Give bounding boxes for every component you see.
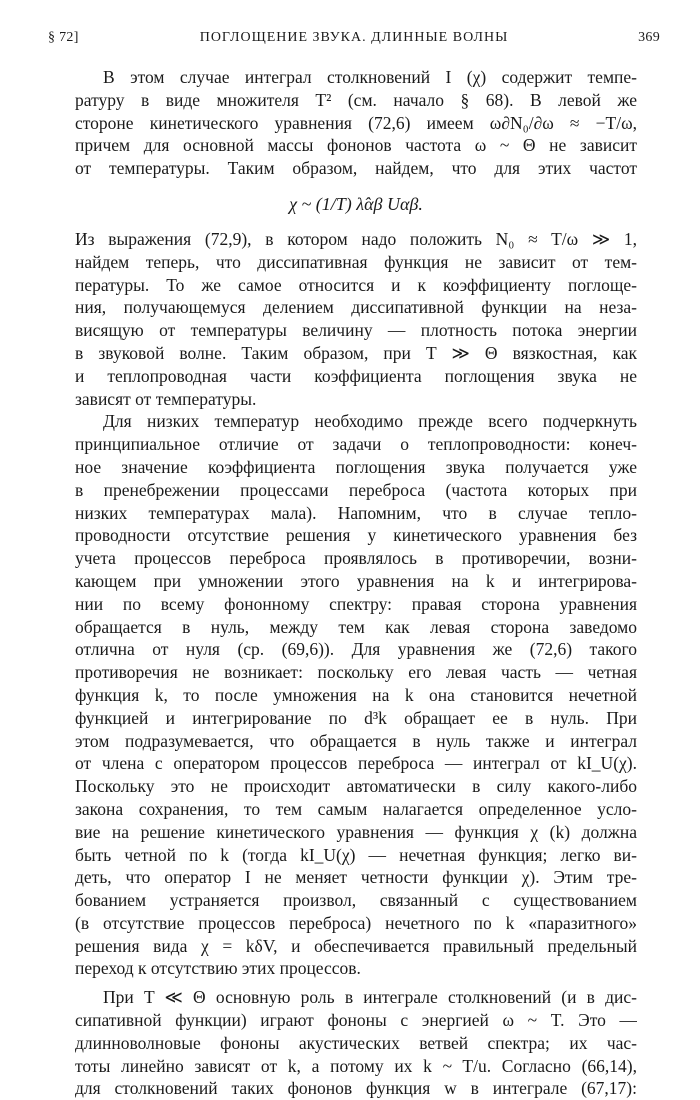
display-formula: χ ~ (1/T) λ̂αβ Uαβ. (289, 193, 423, 214)
text-line: Поскольку это не происходит автоматически в силу какого-либо (75, 776, 637, 797)
text-line: нии по всему фононному спектру: правая сторона уравнения (75, 593, 637, 614)
text-line: переход к отсутствию этих процессов. (75, 958, 361, 979)
text-line: деть, что оператор I не меняет четности функции χ). Этим тре- (75, 867, 637, 888)
text-line: принципиальное отличие от задачи о теплопроводности: конеч- (75, 434, 637, 455)
text-line: в пренебрежении процессами переброса (частота которых при (75, 479, 637, 500)
text-line: При T ≪ Θ основную роль в интеграле столкновений (и в дис- (103, 987, 637, 1008)
text-line: решения вида χ = kδV, и обеспечивается правильный предельный (75, 935, 637, 956)
text-line: Из выражения (72,9), в котором надо положить N₀ ≈ T/ω ≫ 1, (75, 228, 637, 249)
text-line: ния, получающемуся делением диссипативной функции на неза- (75, 297, 637, 318)
text-line: противоречия не возникает: поскольку его левая часть — четная (75, 662, 637, 683)
text-line: вие на решение кинетического уравнения — функция χ (k) должна (75, 821, 637, 842)
text-line: тоты линейно зависят от k, а потому их k ~ T/u. Согласно (66,14), (75, 1055, 637, 1076)
text-line: висящую от температуры величину — плотность потока энергии (75, 320, 637, 341)
text-line: для столкновений таких фононов функция w в интеграле (67,17): (75, 1078, 637, 1099)
text-line: и теплопроводная части коэффициента поглощения звука не (75, 365, 637, 386)
section-number: § 72] (48, 30, 79, 45)
text-line: от температуры. Таким образом, найдем, что для этих частот (75, 158, 637, 179)
text-line: (в отсутствие процессов переброса) нечетного по k «паразитного» (75, 912, 637, 933)
text-line: кающем при умножении этого уравнения на k и интегрирова- (75, 570, 637, 591)
text-line: в звуковой волне. Таким образом, при T ≫ Θ вязкостная, как (75, 342, 637, 363)
text-line: В этом случае интеграл столкновений I (χ) содержит темпе- (103, 67, 637, 87)
text-line: найдем теперь, что диссипативная функция не зависит от тем- (75, 251, 637, 272)
text-line: низких температурах мала). Напомним, что в случае тепло- (75, 502, 637, 523)
text-line: пературы. То же самое относится и к коэффициенту поглоще- (75, 274, 637, 295)
text-line: функция k, то после умножения на k она становится нечетной (75, 684, 637, 705)
text-line: отлична от нуля (ср. (69,6)). Для уравнения же (72,6) такого (75, 639, 637, 660)
text-line: зависят от температуры. (75, 388, 257, 409)
running-header (48, 30, 660, 52)
text-line: проводности отсутствие решения у кинетического уравнения без (75, 525, 637, 546)
text-line: ное значение коэффициента поглощения звука получается уже (75, 456, 637, 477)
text-line: от члена с оператором процессов переброса — интеграл от kI_U(χ). (75, 753, 637, 774)
text-line: причем для основной массы фононов частота ω ~ Θ не зависит (75, 135, 637, 156)
paragraph-4 (75, 986, 637, 1100)
page-number: 369 (638, 30, 660, 45)
chapter-title: ПОГЛОЩЕНИЕ ЗВУКА. ДЛИННЫЕ ВОЛНЫ (199, 30, 509, 45)
text-line: ратуру в виде множителя T² (см. начало § 68). В левой же (75, 89, 637, 110)
paragraph-3 (75, 410, 637, 980)
text-line: сипативной функции) играют фононы с энергией ω ~ T. Это — (75, 1010, 637, 1031)
text-line: быть четной по k (тогда kI_U(χ) — нечетная функция; легко ви- (75, 844, 637, 865)
paragraph-2 (75, 228, 637, 410)
text-line: бованием устраняется произвол, связанный с существованием (75, 890, 637, 911)
text-line: обращается в нуль, между тем как левая сторона заведомо (75, 616, 637, 637)
text-line: стороне кинетического уравнения (72,6) имеем ω∂N₀/∂ω ≈ −T/ω, (75, 112, 637, 133)
text-line: учета процессов переброса проявлялось в противоречии, возни- (75, 548, 637, 569)
page-body (75, 66, 637, 1100)
paragraph-1 (75, 66, 637, 180)
text-line: этом подразумевается, что обращается в нуль также и интеграл (75, 730, 637, 751)
text-line: закона сохранения, то тем самым налагается определенное усло- (75, 798, 637, 819)
text-line: функцией и интегрирование по d³k обращает ее в нуль. При (75, 707, 637, 728)
text-line: Для низких температур необходимо прежде всего подчеркнуть (103, 411, 637, 432)
text-line: длинноволновые фононы акустических ветвей спектра; их час- (75, 1032, 637, 1053)
